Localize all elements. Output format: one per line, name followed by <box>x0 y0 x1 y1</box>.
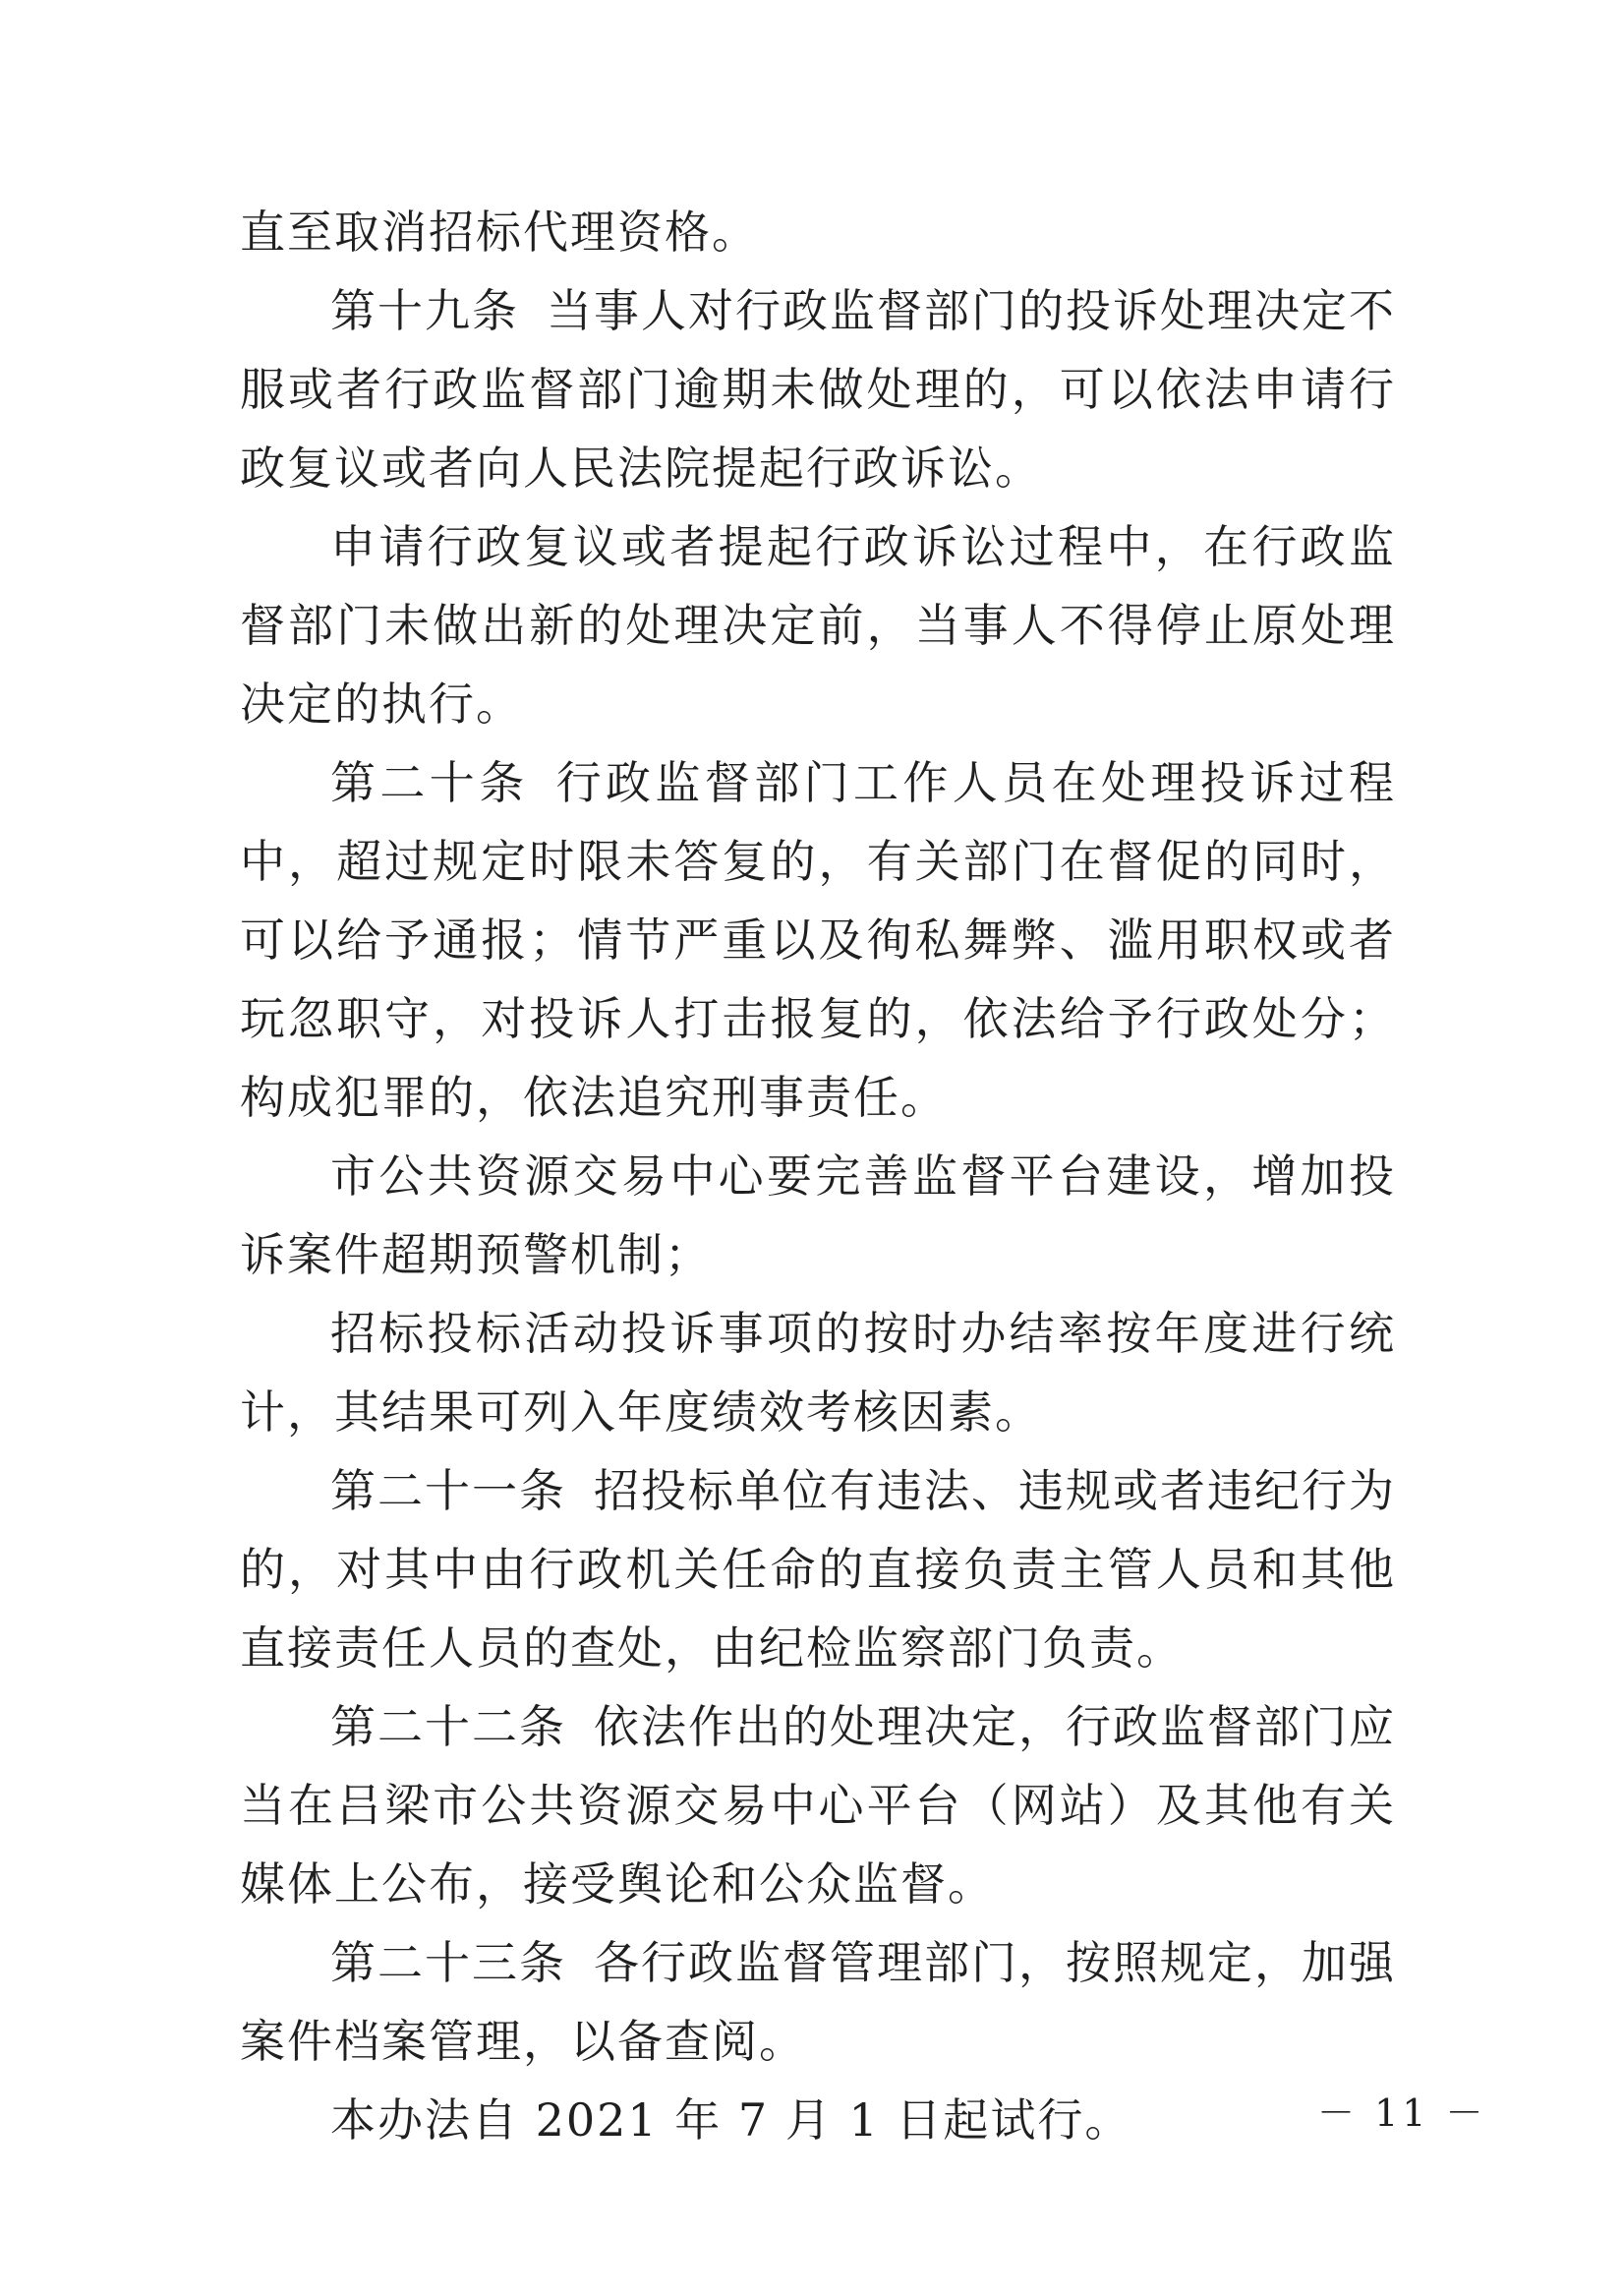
article-20-heading: 第二十条 <box>330 756 529 809</box>
paragraph-3 <box>240 507 1396 743</box>
article-22 <box>240 1687 1396 1923</box>
paragraph-5-text: 市公共资源交易中心要完善监督平台建设，增加投诉案件超期预警机制； <box>240 1149 1396 1281</box>
article-19-text: 当事人对行政监督部门的投诉处理决定不服或者行政监督部门逾期未做处理的，可以依法申请行政复议或者向人民法院提起行政诉讼。 <box>240 284 1396 495</box>
paragraph-6 <box>240 1294 1396 1451</box>
paragraph-1 <box>240 193 1396 271</box>
article-21-text: 招投标单位有违法、违规或者违纪行为的，对其中由行政机关任命的直接负责主管人员和其他直接责任人员的查处，由纪检监察部门负责。 <box>240 1464 1396 1675</box>
page-number: － 11 － <box>1317 2091 1487 2135</box>
paragraph-1-text: 直至取消招标代理资格。 <box>240 206 759 259</box>
article-21 <box>240 1451 1396 1687</box>
paragraph-3-text: 申请行政复议或者提起行政诉讼过程中，在行政监督部门未做出新的处理决定前，当事人不得停止原处理决定的执行。 <box>240 520 1396 731</box>
article-22-text: 依法作出的处理决定，行政监督部门应当在吕梁市公共资源交易中心平台（网站）及其他有关媒体上公布，接受舆论和公众监督。 <box>240 1700 1396 1911</box>
effective-date-text: 本办法自 2021 年 7 月 1 日起试行。 <box>330 2093 1132 2147</box>
effective-date-paragraph <box>240 2081 1396 2159</box>
article-22-heading: 第二十二条 <box>330 1700 566 1753</box>
paragraph-6-text: 招标投标活动投诉事项的按时办结率按年度进行统计，其结果可列入年度绩效考核因素。 <box>240 1307 1396 1439</box>
article-23-text: 各行政监督管理部门，按照规定，加强案件档案管理，以备查阅。 <box>240 1936 1396 2068</box>
paragraph-5 <box>240 1137 1396 1294</box>
document-body <box>240 193 1396 2159</box>
article-19-heading: 第十九条 <box>330 284 519 337</box>
article-20 <box>240 743 1396 1137</box>
article-19 <box>240 271 1396 507</box>
article-23 <box>240 1923 1396 2081</box>
article-23-heading: 第二十三条 <box>330 1936 566 1989</box>
article-20-text: 行政监督部门工作人员在处理投诉过程中，超过规定时限未答复的，有关部门在督促的同时，可以给予通报；情节严重以及徇私舞弊、滥用职权或者玩忽职守，对投诉人打击报复的，依法给予行政处分；构成犯罪的，依法追究刑事责任。 <box>240 756 1397 1124</box>
article-21-heading: 第二十一条 <box>330 1464 566 1517</box>
